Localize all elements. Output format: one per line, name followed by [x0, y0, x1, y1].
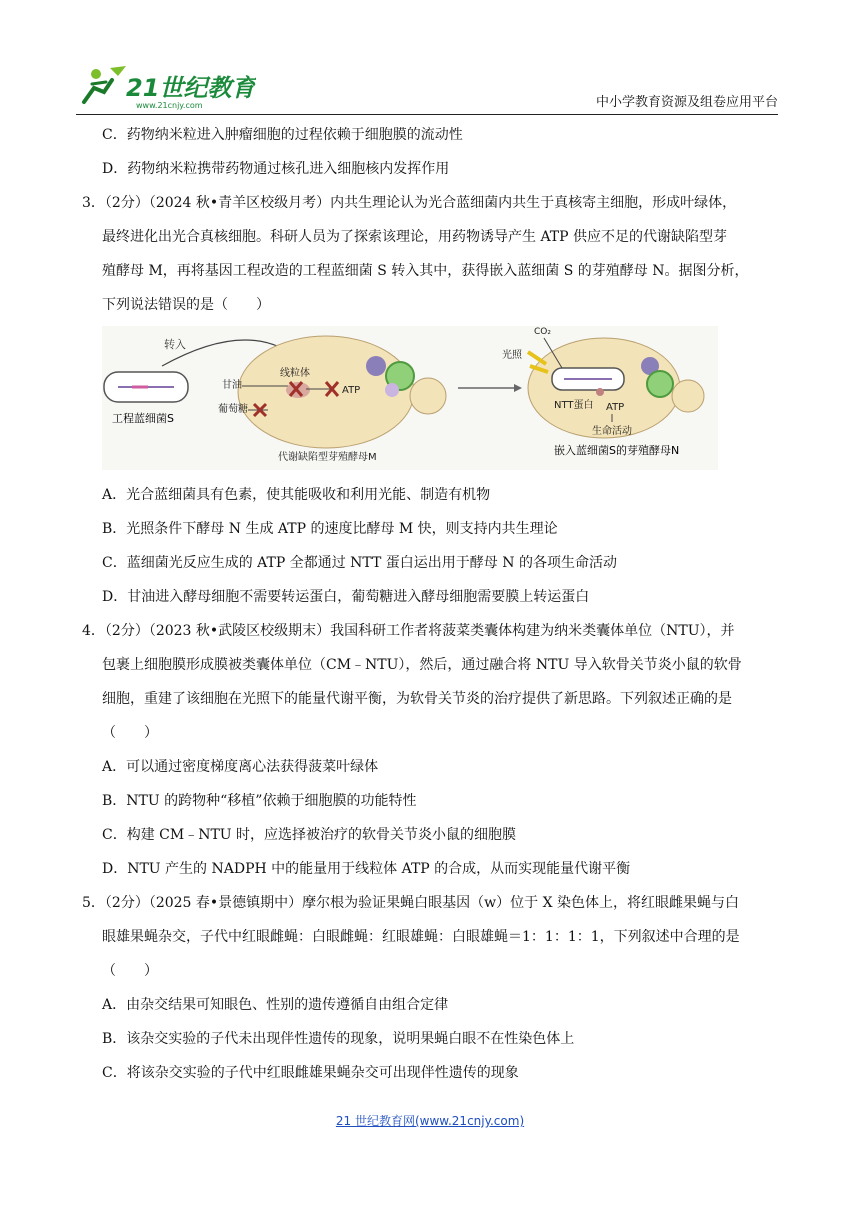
yeast-n-label: 嵌入蓝细菌S的芽殖酵母N — [554, 444, 680, 457]
option-a-q5: A．由杂交结果可知眼色、性别的遗传遵循自由组合定律 — [102, 997, 449, 1013]
option-c-q2: C．药物纳米粒进入肿瘤细胞的过程依赖于细胞膜的流动性 — [102, 127, 463, 143]
svg-text:NTT蛋白: NTT蛋白 — [554, 400, 594, 411]
option-a-q3: A．光合蓝细菌具有色素，使其能吸收和利用光能、制造有机物 — [102, 487, 491, 503]
question-5-line-3: （ ） — [102, 963, 158, 979]
option-c-q4: C．构建 CM﹣NTU 时，应选择被治疗的软骨关节炎小鼠的细胞膜 — [102, 827, 517, 843]
yeast-m-label: 代谢缺陷型芽殖酵母M — [278, 452, 377, 463]
option-b-q4: B．NTU 的跨物种“移植”依赖于细胞膜的功能特性 — [102, 793, 417, 809]
logo — [76, 62, 256, 110]
question-4-line-4: （ ） — [102, 725, 158, 741]
question-3-line-1: 3．（2分）（2024 秋•青羊区校级月考）内共生理论认为光合蓝细菌内共生于真核寄主细胞，形成叶绿体， — [82, 195, 737, 211]
option-d-q4: D．NTU 产生的 NADPH 中的能量用于线粒体 ATP 的合成，从而实现能量代谢平衡 — [102, 861, 631, 877]
svg-text:ATP: ATP — [606, 402, 625, 413]
question-4-line-2: 包裹上细胞膜形成膜被类囊体单位（CM﹣NTU），然后，通过融合将 NTU 导入软骨关节炎小鼠的软骨 — [102, 657, 742, 673]
question-3-line-2: 最终进化出光合真核细胞。科研人员为了探索该理论，用药物诱导产生 ATP 供应不足的代谢缺陷型芽 — [102, 229, 728, 245]
option-d-q3: D．甘油进入酵母细胞不需要转运蛋白，葡萄糖进入酵母细胞需要膜上转运蛋白 — [102, 589, 590, 605]
svg-text:葡萄糖: 葡萄糖 — [218, 404, 248, 415]
page-header — [76, 62, 778, 114]
question-3-line-3: 殖酵母 M，再将基因工程改造的工程蓝细菌 S 转入其中，获得嵌入蓝细菌 S 的芽殖酵母 N。据图分析， — [102, 263, 749, 279]
svg-text:甘油: 甘油 — [222, 380, 242, 391]
question-3-line-4: 下列说法错误的是（ ） — [102, 297, 270, 313]
bacteria-s-label: 工程蓝细菌S — [112, 412, 174, 425]
option-a-q4: A．可以通过密度梯度离心法获得菠菜叶绿体 — [102, 759, 379, 775]
option-b-q3: B．光照条件下酵母 N 生成 ATP 的速度比酵母 M 快，则支持内共生理论 — [102, 521, 558, 537]
header-divider — [76, 114, 778, 115]
svg-text:21世纪教育: 21世纪教育 — [126, 74, 256, 102]
question-5-line-2: 眼雄果蝇杂交，子代中红眼雌蝇：白眼雌蝇：红眼雄蝇：白眼雄蝇＝1：1：1：1，下列叙述中合理的是 — [102, 929, 740, 945]
svg-text:线粒体: 线粒体 — [280, 368, 310, 379]
svg-text:www.21cnjy.com: www.21cnjy.com — [136, 101, 203, 110]
yeast-figure — [102, 326, 718, 470]
svg-text:生命活动: 生命活动 — [592, 426, 632, 437]
option-c-q3: C．蓝细菌光反应生成的 ATP 全都通过 NTT 蛋白运出用于酵母 N 的各项生命活动 — [102, 555, 617, 571]
svg-text:ATP: ATP — [342, 385, 361, 396]
svg-text:CO₂: CO₂ — [534, 327, 551, 337]
question-4-line-1: 4．（2分）（2023 秋•武陵区校级期末）我国科研工作者将菠菜类囊体构建为纳米类囊体单位（NTU），并 — [82, 623, 735, 639]
question-4-line-3: 细胞，重建了该细胞在光照下的能量代谢平衡，为软骨关节炎的治疗提供了新思路。下列叙述正确的是 — [102, 691, 732, 707]
svg-text:光照: 光照 — [502, 350, 522, 361]
option-c-q5: C．将该杂交实验的子代中红眼雌雄果蝇杂交可出现伴性遗传的现象 — [102, 1065, 519, 1081]
platform-title: 中小学教育资源及组卷应用平台 — [595, 95, 778, 110]
question-5-line-1: 5．（2分）（2025 春•景德镇期中）摩尔根为验证果蝇白眼基因（w）位于 X 染色体上，将红眼雌果蝇与白 — [82, 895, 739, 911]
option-d-q2: D．药物纳米粒携带药物通过核孔进入细胞核内发挥作用 — [102, 161, 450, 177]
option-b-q5: B．该杂交实验的子代未出现伴性遗传的现象，说明果蝇白眼不在性染色体上 — [102, 1031, 575, 1047]
footer-link[interactable]: 21 世纪教育网(www.21cnjy.com) — [335, 1114, 525, 1128]
svg-text:转入: 转入 — [164, 338, 186, 351]
